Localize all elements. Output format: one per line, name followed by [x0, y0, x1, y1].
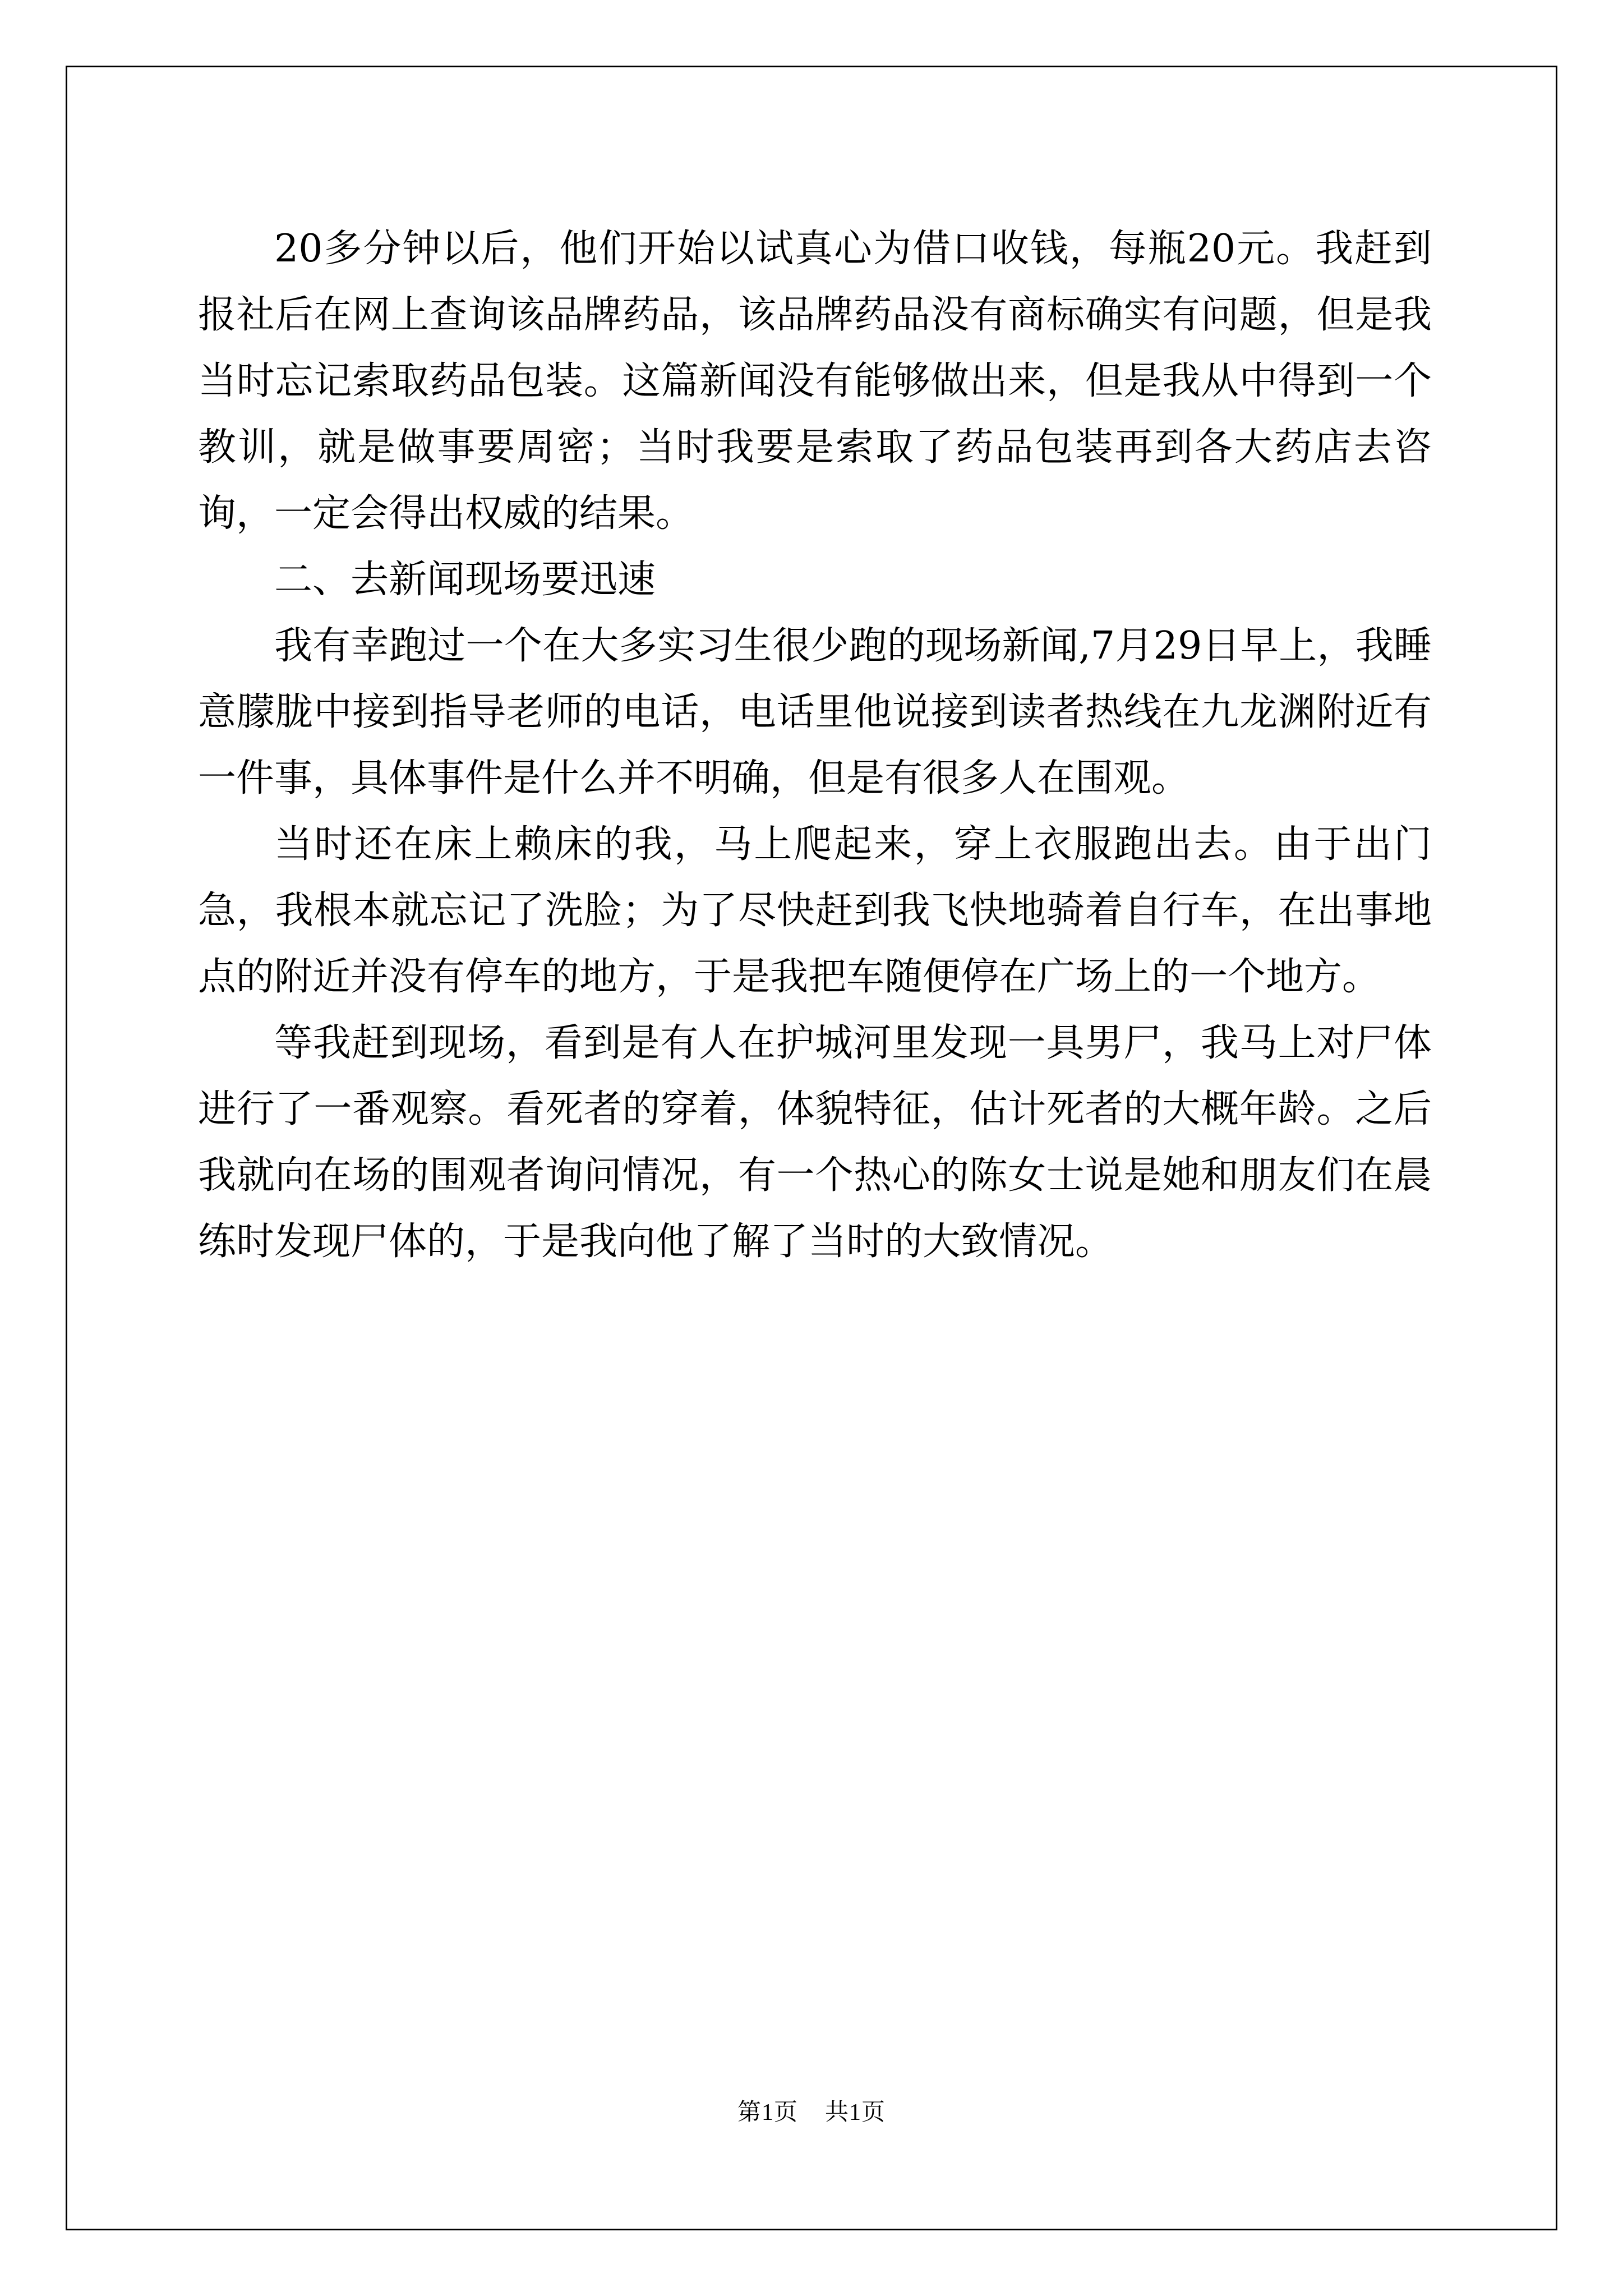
paragraph-4: 等我赶到现场，看到是有人在护城河里发现一具男尸，我马上对尸体进行了一番观察。看死者的穿着，体貌特征，估计死者的大概年龄。之后我就向在场的围观者询问情况，有一个热心的陈女士说是她和朋友们在晨练时发现尸体的，于是我向他了解了当时的大致情况。 — [198, 1021, 1432, 1264]
paragraph-3: 当时还在床上赖床的我，马上爬起来，穿上衣服跑出去。由于出门急，我根本就忘记了洗脸；为了尽快赶到我飞快地骑着自行车，在出事地点的附近并没有停车的地方，于是我把车随便停在广场上的一个地方。 — [198, 822, 1432, 999]
page-footer — [0, 2093, 1623, 2127]
document-body — [198, 216, 1432, 1275]
paragraph-1: 20多分钟以后，他们开始以试真心为借口收钱，每瓶20元。我赶到报社后在网上查询该品牌药品，该品牌药品没有商标确实有问题，但是我当时忘记索取药品包装。这篇新闻没有能够做出来，但是我从中得到一个教训，就是做事要周密；当时我要是索取了药品包装再到各大药店去咨询，一定会得出权威的结果。 — [198, 227, 1432, 536]
page-number: 第1页 — [737, 2100, 798, 2125]
section-heading: 二、去新闻现场要迅速 — [274, 558, 656, 602]
paragraph-2: 我有幸跑过一个在大多实习生很少跑的现场新闻,7月29日早上，我睡意朦胧中接到指导老师的电话，电话里他说接到读者热线在九龙渊附近有一件事，具体事件是什么并不明确，但是有很多人在围观。 — [198, 624, 1432, 800]
page-total: 共1页 — [825, 2100, 886, 2125]
